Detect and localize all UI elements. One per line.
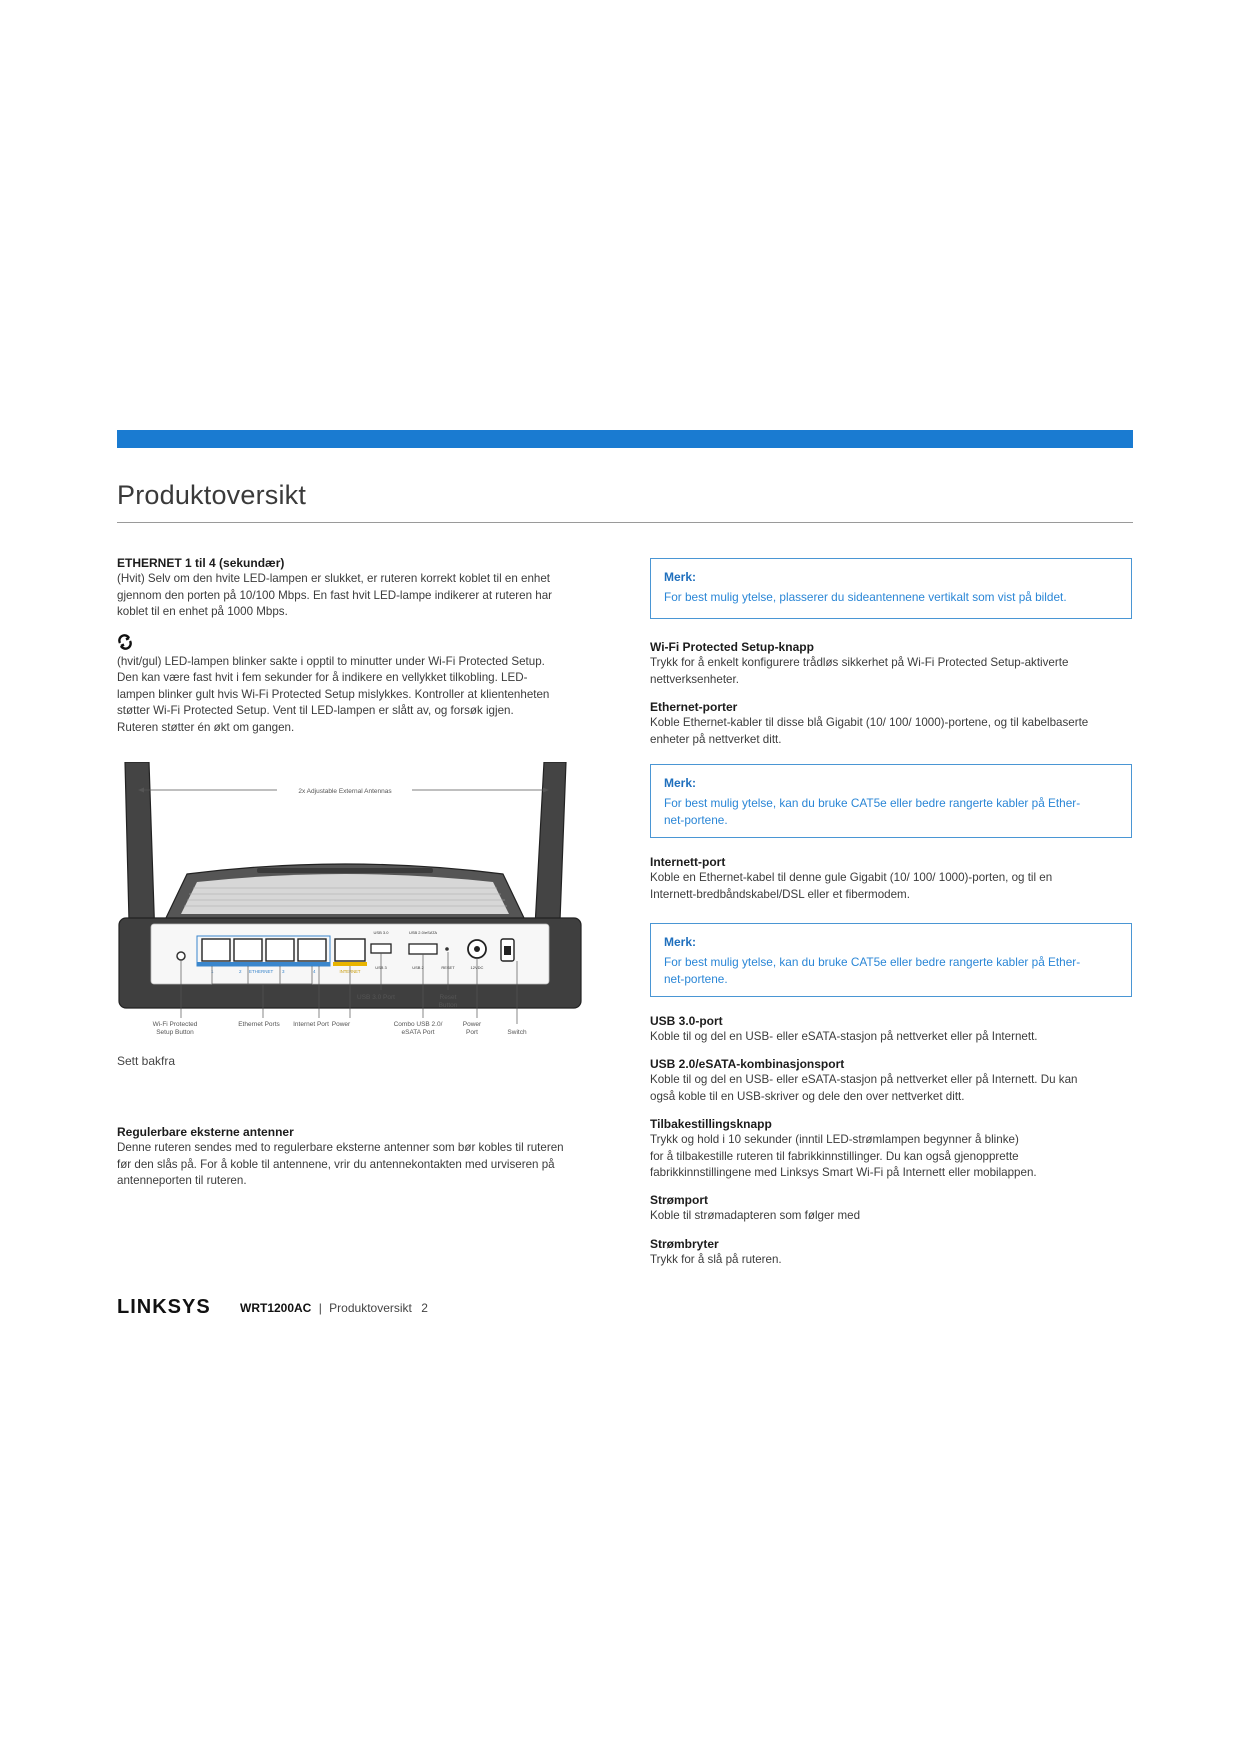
antennas-line: antenneporten til ruteren. (117, 1174, 247, 1188)
note-title: Merk: (664, 776, 697, 790)
internet-port-heading: Internett-port (650, 855, 726, 869)
note-text: For best mulig ytelse, kan du bruke CAT5e eller bedre rangerte kabler på Ether- (664, 796, 1081, 810)
power-port-section (650, 1192, 1140, 1225)
port-label: 1 (211, 969, 214, 974)
ethernet-led-line: koblet til en enhet på 1000 Mbps. (117, 605, 288, 619)
port-label: USB 2.0/eSATA (408, 930, 438, 935)
note-box-antennas (650, 558, 1132, 619)
callout-switch: Switch (507, 1029, 527, 1036)
callout-internet: Internet Port (293, 1021, 329, 1028)
ethernet-port-1 (202, 939, 230, 961)
router-back-diagram (117, 762, 587, 1057)
page-footer (240, 1301, 428, 1315)
footer-separator: | (318, 1301, 322, 1315)
port-label: 2 (239, 969, 242, 974)
wps-button-section (650, 639, 1140, 688)
usb2-esata-heading: USB 2.0/eSATA-kombinasjonsport (650, 1057, 845, 1071)
note-text: For best mulig ytelse, kan du bruke CAT5e eller bedre rangerte kabler på Ether- (664, 955, 1081, 969)
ethernet-ports-section (650, 699, 1140, 748)
ethernet-led-line: (Hvit) Selv om den hvite LED-lampen er slukket, er ruteren korrekt koblet til en enhet (117, 572, 551, 586)
wps-led-line: støtter Wi-Fi Protected Setup. Vent til LED-lampen er slått av, og forsøk igjen. (117, 704, 514, 718)
wps-button-heading: Wi-Fi Protected Setup-knapp (650, 640, 814, 654)
antenna-callout: 2x Adjustable External Antennas (298, 788, 392, 795)
callout-combo: Combo USB 2.0/ (393, 1021, 443, 1028)
ethernet-ports-line: enheter på nettverket ditt. (650, 732, 782, 746)
usb3-port (371, 944, 391, 953)
internet-port-line: Koble en Ethernet-kabel til denne gule Gigabit (10/ 100/ 1000)-porten, og til en (650, 871, 1053, 885)
callout-usb3: USB 3.0 Port (357, 994, 395, 1001)
port-label: ETHERNET (249, 969, 274, 974)
callout-ethernet: Ethernet Ports (238, 1021, 280, 1028)
antennas-section (117, 1124, 617, 1190)
port-label: USB 3 (375, 965, 387, 970)
wps-led-line: lampen blinker gult hvis Wi-Fi Protected Setup mislykkes. Kontroller at klientenheten (117, 687, 550, 701)
callout-reset: Reset (439, 994, 457, 1001)
power-port-heading: Strømport (650, 1193, 708, 1207)
power-switch-heading: Strømbryter (650, 1237, 719, 1251)
power-switch-line: Trykk for å slå på ruteren. (650, 1253, 782, 1267)
wps-button-line: Trykk for å enkelt konfigurere trådløs sikkerhet på Wi-Fi Protected Setup-aktiverte (650, 656, 1069, 670)
wps-led-line: (hvit/gul) LED-lampen blinker sakte i opptil to minutter under Wi-Fi Protected Setup. (117, 655, 545, 668)
ethernet-ports-line: Koble Ethernet-kabler til disse blå Gigabit (10/ 100/ 1000)-portene, og til kabelbaserte (650, 716, 1089, 730)
antennas-line: før den slås på. For å koble til antennene, vrir du antennekontakten med urviseren på (117, 1157, 555, 1171)
callout-reset: Button (438, 1002, 458, 1009)
internet-port-section (650, 854, 1140, 903)
internet-port (335, 939, 365, 961)
port-label: USB 3.0 (373, 930, 389, 935)
note-text: For best mulig ytelse, plasserer du sideantennene vertikalt som vist på bildet. (664, 590, 1067, 604)
note-box-cables-2 (650, 923, 1132, 997)
reset-line: for å tilbakestille ruteren til fabrikkinnstillinger. Du kan også gjenopprette (650, 1149, 1019, 1163)
usb3-section (650, 1013, 1140, 1046)
title-divider (117, 522, 1133, 523)
note-title: Merk: (664, 935, 697, 949)
linksys-logo: LINKSYS (117, 1296, 211, 1318)
footer-section: Produktoversikt (329, 1301, 412, 1315)
note-text: net-portene. (664, 971, 728, 986)
callout-wps: Wi-Fi Protected (152, 1021, 198, 1028)
port-label: RESET (441, 965, 455, 970)
wps-button-line: nettverksenheter. (650, 672, 739, 686)
usb2-esata-line: Koble til og del en USB- eller eSATA-stasjon på nettverket eller på Internett. Du kan (650, 1073, 1078, 1087)
internet-port-line: Internett-bredbåndskabel/DSL eller et fibermodem. (650, 887, 910, 901)
wps-led-section (117, 624, 617, 736)
port-label: 4 (313, 969, 316, 974)
usb3-heading: USB 3.0-port (650, 1014, 723, 1028)
ethernet-port-2 (234, 939, 262, 961)
ethernet-ports-heading: Ethernet-porter (650, 700, 738, 714)
footer-page-number: 2 (421, 1301, 428, 1315)
port-label: USB 2 (412, 965, 424, 970)
reset-line: Trykk og hold i 10 sekunder (inntil LED-strømlampen begynner å blinke) (650, 1133, 1019, 1147)
ethernet-port-4 (298, 939, 326, 961)
callout-power-port: Power (462, 1021, 482, 1028)
port-label: 3 (282, 969, 285, 974)
ethernet-led-line: gjennom den porten på 10/100 Mbps. En fast hvit LED-lampe indikerer at ruteren har (117, 588, 553, 602)
reset-heading: Tilbakestillingsknapp (650, 1117, 772, 1131)
page-title: Produktoversikt (117, 480, 307, 510)
note-title: Merk: (664, 570, 697, 584)
callout-wps: Setup Button (156, 1029, 194, 1036)
ethernet-led-section (117, 555, 617, 621)
ethernet-port-3 (266, 939, 294, 961)
callout-combo: eSATA Port (401, 1029, 435, 1036)
header-accent-bar (117, 430, 1133, 448)
wps-led-line: Ruteren støtter én økt om gangen. (117, 720, 295, 734)
reset-section (650, 1116, 1140, 1182)
wps-button (177, 952, 185, 960)
footer-model: WRT1200AC (240, 1301, 312, 1315)
wps-icon (117, 634, 617, 654)
wps-led-line: Den kan være fast hvit i fem sekunder for å indikere en vellykket tilkobling. LED- (117, 671, 528, 685)
reset-button (445, 947, 449, 951)
port-label: INTERNET (339, 969, 361, 974)
antennas-heading: Regulerbare eksterne antenner (117, 1125, 294, 1139)
power-port-line: Koble til strømadapteren som følger med (650, 1209, 861, 1223)
ethernet-led-heading: ETHERNET 1 til 4 (sekundær) (117, 556, 285, 570)
callout-power: Power (331, 1021, 351, 1028)
note-box-cables-1 (650, 764, 1132, 838)
usb2-esata-section (650, 1056, 1140, 1105)
reset-line: fabrikkinnstillingene med Linksys Smart Wi-Fi på Internett eller mobilappen. (650, 1166, 1037, 1180)
power-switch-section (650, 1236, 1140, 1269)
combo-usb-esata-port (409, 944, 437, 954)
port-label: 12VDC (470, 965, 484, 970)
usb2-esata-line: også koble til en USB-skriver og dele den over nettverket ditt. (650, 1089, 965, 1103)
note-text: net-portene. (664, 812, 728, 827)
usb3-line: Koble til og del en USB- eller eSATA-stasjon på nettverket eller på Internett. (650, 1030, 1038, 1044)
antennas-line: Denne ruteren sendes med to regulerbare eksterne antenner som bør kobles til ruteren (117, 1141, 564, 1155)
callout-power-port: Port (466, 1029, 478, 1036)
diagram-caption: Sett bakfra (117, 1054, 176, 1068)
